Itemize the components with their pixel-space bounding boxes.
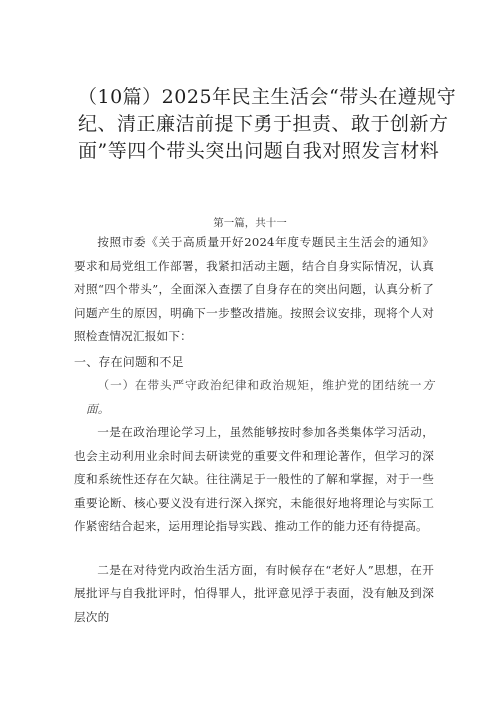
intro-paragraph: 按照市委《关于高质量开好2024年度专题民主生活会的通知》要求和局党组工作部署，我紧扣活动主题，结合自身实际情况，认真对照“四个带头”，全面深入查摆了自身存在的突出问题，认真分析了问题产生的原因，明确下一步整改措施。按照会议安排，现将个人对照检查情况汇报如下： <box>74 235 434 343</box>
paragraph-theory-study: 一是在政治理论学习上，虽然能够按时参加各类集体学习活动，也会主动利用业余时间去研读党的重要文件和理论著作，但学习的深度和系统性还存在欠缺。往往满足于一般性的了解和掌握，对于一些重要论断、核心要义没有进行深入探究，未能很好地将理论与实际工作紧密结合起来，运用理论指导实践、推动工作的能力还有待提高。 <box>74 425 434 533</box>
subheading-text: （一）在带头严守政治纪律和政治规矩，维护党的团结统一 <box>97 378 423 392</box>
document-body <box>74 231 434 629</box>
paragraph-gap <box>74 539 434 559</box>
paragraph-party-life: 二是在对待党内政治生活方面，有时候存在“老好人”思想，在开展批评与自我批评时，怕得罪人，批评意见浮于表面，没有触及到深层次的 <box>74 562 434 624</box>
subheading-tail: 方面。 <box>86 378 434 416</box>
section-label: 第一篇，共十一 <box>213 217 287 229</box>
document-title: （10篇）2025年民主生活会“带头在遵规守纪、清正廉洁前提下勇于担责、敢于创新方面”等四个带头突出问题自我对照发言材料 <box>78 86 457 162</box>
heading-problems: 一、存在问题和不足 <box>74 354 184 369</box>
subheading-political-discipline <box>74 374 434 421</box>
